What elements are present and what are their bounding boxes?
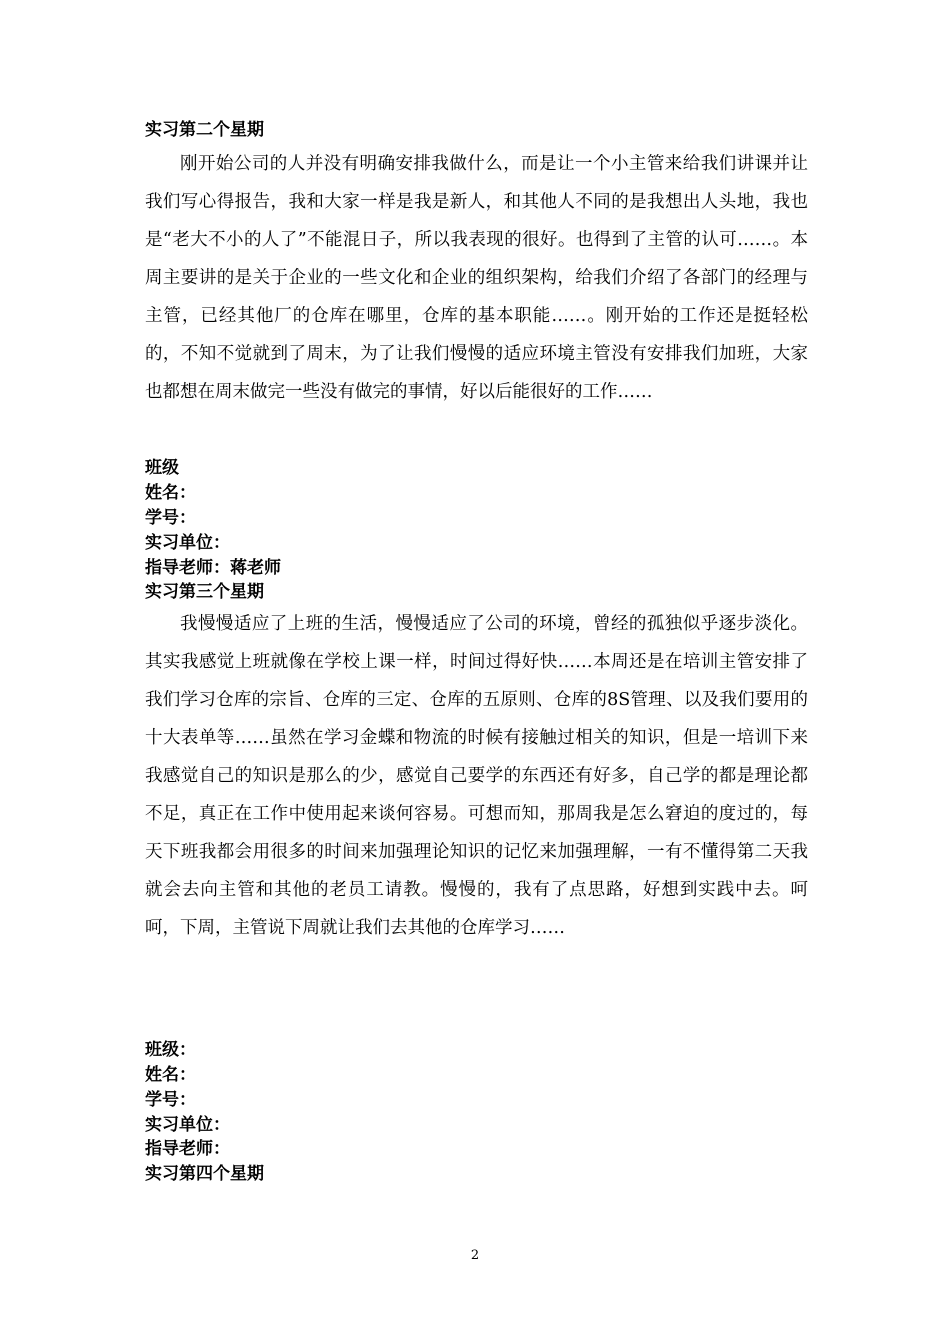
week2-body: 刚开始公司的人并没有明确安排我做什么，而是让一个小主管来给我们讲课并让我们写心得报告，我和大家一样是我是新人，和其他人不同的是我想出人头地，我也是“老大不小的人了”不能混日子，所以我表现的很好。也得到了主管的认可……。本周主要讲的是关于企业的一些文化和企业的组织架构，给我们介绍了各部门的经理与主管，已经其他厂的仓库在哪里，仓库的基本职能……。刚开始的工作还是挺轻松的，不知不觉就到了周末，为了让我们慢慢的适应环境主管没有安排我们加班，大家也都想在周末做完一些没有做完的事情，好以后能很好的工作……	[145, 154, 808, 402]
student-id-label-1: 学号：	[145, 508, 196, 528]
week3-title: 实习第三个星期	[145, 582, 264, 602]
name-label-1: 姓名：	[145, 483, 196, 503]
page-number: 2	[470, 1248, 480, 1263]
teacher-label-1: 指导老师：蒋老师	[145, 558, 281, 578]
teacher-label-2: 指导老师：	[145, 1139, 230, 1159]
name-label-2: 姓名：	[145, 1065, 196, 1085]
week2-title: 实习第二个星期	[145, 120, 264, 140]
class-label-2: 班级：	[145, 1040, 196, 1060]
class-label-1: 班级	[145, 458, 179, 478]
week4-title: 实习第四个星期	[145, 1164, 264, 1184]
week3-body: 我慢慢适应了上班的生活，慢慢适应了公司的环境，曾经的孤独似乎逐步淡化。其实我感觉上班就像在学校上课一样，时间过得好快……本周还是在培训主管安排了我们学习仓库的宗旨、仓库的三定、仓库的五原则、仓库的8S管理、以及我们要用的十大表单等……虽然在学习金蝶和物流的时候有接触过相关的知识，但是一培训下来我感觉自己的知识是那么的少，感觉自己要学的东西还有好多，自己学的都是理论都不足，真正在工作中使用起来谈何容易。可想而知，那周我是怎么窘迫的度过的，每天下班我都会用很多的时间来加强理论知识的记忆来加强理解，一有不懂得第二天我就会去向主管和其他的老员工请教。慢慢的，我有了点思路，好想到实践中去。呵呵，下周，主管说下周就让我们去其他的仓库学习……	[145, 614, 808, 938]
unit-label-1: 实习单位：	[145, 533, 230, 553]
student-id-label-2: 学号：	[145, 1090, 196, 1110]
unit-label-2: 实习单位：	[145, 1115, 230, 1135]
